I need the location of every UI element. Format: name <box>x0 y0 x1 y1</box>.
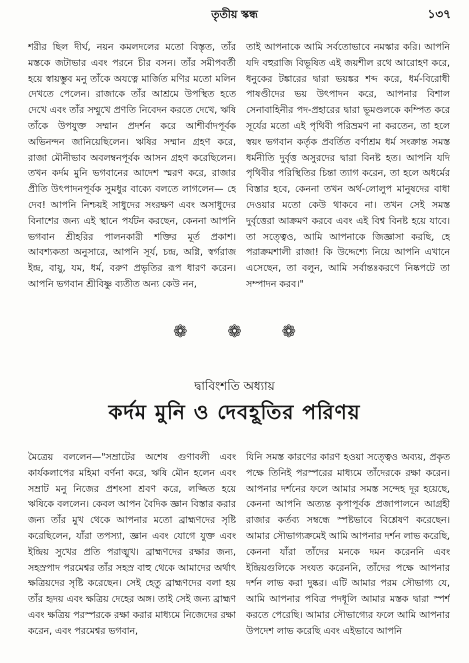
bottom-left-paragraph: মৈত্রেয় বললেন—"সম্রাটের অশেষ গুণাবলী এবং কার্যকলাপের মহিমা বর্ণনা করে, ঋষি মৌন হলেন এবং সম্রাট মনু নিজের প্রশংসা শ্রবণ করে, লজ্জিত হয়ে ঋষিকে বললেন। কেবল আপন বৈদিক জ্ঞান বিস্তার করার জন্য তাঁর মুখ থেকে আপনার মতো ব্রাহ্মণদের সৃষ্টি করেছিলেন, যাঁরা তপস্যা, জ্ঞান এবং যোগে যুক্ত এবং ইন্দ্রিয় সুখের প্রতি পরাঙ্মুখ। ব্রাহ্মণদের রক্ষার জন্য, সহস্রপাদ পরমেশ্বর তাঁর সহস্র বাহু থেকে আমাদের অর্থাৎ ক্ষত্রিয়দের সৃষ্টি করেছেন। সেই হেতু ব্রাহ্মণদের বলা হয় তাঁর হৃদয় এবং ক্ষত্রিয় দেহের অঙ্গ। তাই সেই জন্য ব্রাহ্মণ এবং ক্ষত্রিয় পরস্পরকে রক্ষা করার মাধ্যমে নিজেদের রক্ষা করেন, এবং পরমেশ্বর ভগবান, <box>28 452 236 637</box>
flower-ornament-icon: ❁ <box>281 322 296 342</box>
bottom-right-paragraph: যিনি সমস্ত কারণের কারণ হওয়া সত্ত্বেও অব্যয়, প্রকৃত পক্ষে তিনিই পরস্পরের মাধ্যমে তাঁদেরকে রক্ষা করেন। আপনার দর্শনের ফলে আমার সমস্ত সন্দেহ দূর হয়েছে, কেননা আপনি অত্যন্ত কৃপাপূর্বক প্রজাপালনে আগ্রহী রাজার কর্তব্য সম্বন্ধে স্পষ্টভাবে বিশ্লেষণ করেছেন। আমার সৌভাগ্যক্রমেই আমি আপনার দর্শন লাভ করেছি, কেননা যাঁরা তাঁদের মনকে দমন করেননি এবং ইন্দ্রিয়গুলিকে সংযত করেননি, তাঁদের পক্ষে আপনার দর্শন লাভ করা দুষ্কর। এটি আমার পরম সৌভাগ্য যে, আমি আপনার পবিত্র পদধূলি আমার মস্তক দ্বারা স্পর্শ করতে পেরেছি। আমার সৌভাগ্যের ফলে আমি আপনার উপদেশ লাভ করেছি এবং এইভাবে আপনি <box>246 452 450 637</box>
top-left-column <box>28 40 236 318</box>
page-number: ১৩৭ <box>427 7 451 21</box>
flower-ornament-icon: ❁ <box>173 322 188 342</box>
bottom-left-column <box>28 450 236 655</box>
chapter-label: দ্বাবিংশতি অধ্যায় <box>194 379 275 393</box>
top-right-column <box>246 40 450 318</box>
section-divider <box>0 322 469 342</box>
running-head: তৃতীয় স্কন্ধ <box>211 8 258 21</box>
flower-ornament-icon: ❁ <box>227 322 242 342</box>
chapter-title: কর্দম মুনি ও দেবহূতির পরিণয় <box>108 400 361 424</box>
top-right-paragraph: তাই আপনাকে আমি সর্বতোভাবে নমস্কার করি। আপনি যদি বহুরাজি বিভূষিত এই জয়শীল রথে আরোহণ করে, ধনুকের টঙ্কারের দ্বারা ভয়ঙ্কর শব্দ করে, ধর্ম-বিরোধী পাষণ্ডীদের ভয় উৎপাদন করে, আপনার বিশাল সেনাবাহিনীর পদ-প্রহারের দ্বারা ভূমণ্ডলকে কম্পিত করে সূর্যের মতো এই পৃথিবী পরিভ্রমণ না করতেন, তা হলে স্বয়ং ভগবান কর্তৃক প্রবর্তিত বর্ণাশ্রম ধর্ম সংক্রান্ত সমস্ত ধর্মনীতি দুর্বৃত্ত অসুরদের দ্বারা বিনষ্ট হত। আপনি যদি পৃথিবীর পরিস্থিতির চিন্তা ত্যাগ করেন, তা হলে অধর্মের বিস্তার হবে, কেননা তখন অর্থ-লোলুপ মানুষদের বাধা দেওয়ার মতো কেউ থাকবে না। তখন সেই সমস্ত দুর্বৃত্তেরা আক্রমণ করবে এবং এই বিশ্ব বিনষ্ট হয়ে যাবে। তা সত্ত্বেও, আমি আপনাকে জিজ্ঞাসা করছি, হে পরাক্রমশালী রাজা! কি উদ্দেশ্যে নিয়ে আপনি এখানে এসেছেন, তা বলুন, আমি সর্বান্তঃকরণে নিষ্কপটে তা সম্পাদন করব।" <box>246 42 450 290</box>
bottom-right-column <box>246 450 450 655</box>
top-left-paragraph: শরীর ছিল দীর্ঘ, নয়ন কমলদলের মতো বিস্তৃত, তাঁর মস্তকে জটাভার এবং পরনে চীর বসন। তাঁর সমীপবর্তী হয়ে স্বায়ম্ভুব মনু তাঁকে অযত্নে মার্জিত মণির মতো মলিন দেখতে পেলেন। রাজাকে তাঁর আশ্রমে উপস্থিত হতে দেখে এবং তাঁর সম্মুখে প্রণতি নিবেদন করতে দেখে, ঋষি তাঁকে উপযুক্ত সম্মান প্রদর্শন করে আশীর্বাদপূর্বক অভিনন্দন জানিয়েছিলেন। ঋষির সম্মান গ্রহণ করে, রাজা মৌনীভাব অবলম্বনপূর্বক আসন গ্রহণ করেছিলেন। তখন কর্দম মুনি ভগবানের আদেশ স্মরণ করে, রাজার প্রীতি উৎপাদনপূর্বক সুমধুর বাক্যে বলতে লাগলেন— হে দেব! আপনি নিশ্চয়ই সাধুদের সংরক্ষণ এবং অসাধুদের বিনাশের জন্য এই স্থানে পর্যটন করছেন, কেননা আপনি ভগবান শ্রীহরির পালনকারী শক্তির মূর্ত প্রকাশ। আবশ্যকতা অনুসারে, আপনি সূর্য, চন্দ্র, অগ্নি, স্বর্গরাজ ইন্দ্র, বায়ু, যম, ধর্ম, বরুণ প্রভৃতির রূপ ধারণ করেন। আপনি ভগবান শ্রীবিষ্ণু ব্যতীত অন্য কেউ নন, <box>28 42 236 290</box>
